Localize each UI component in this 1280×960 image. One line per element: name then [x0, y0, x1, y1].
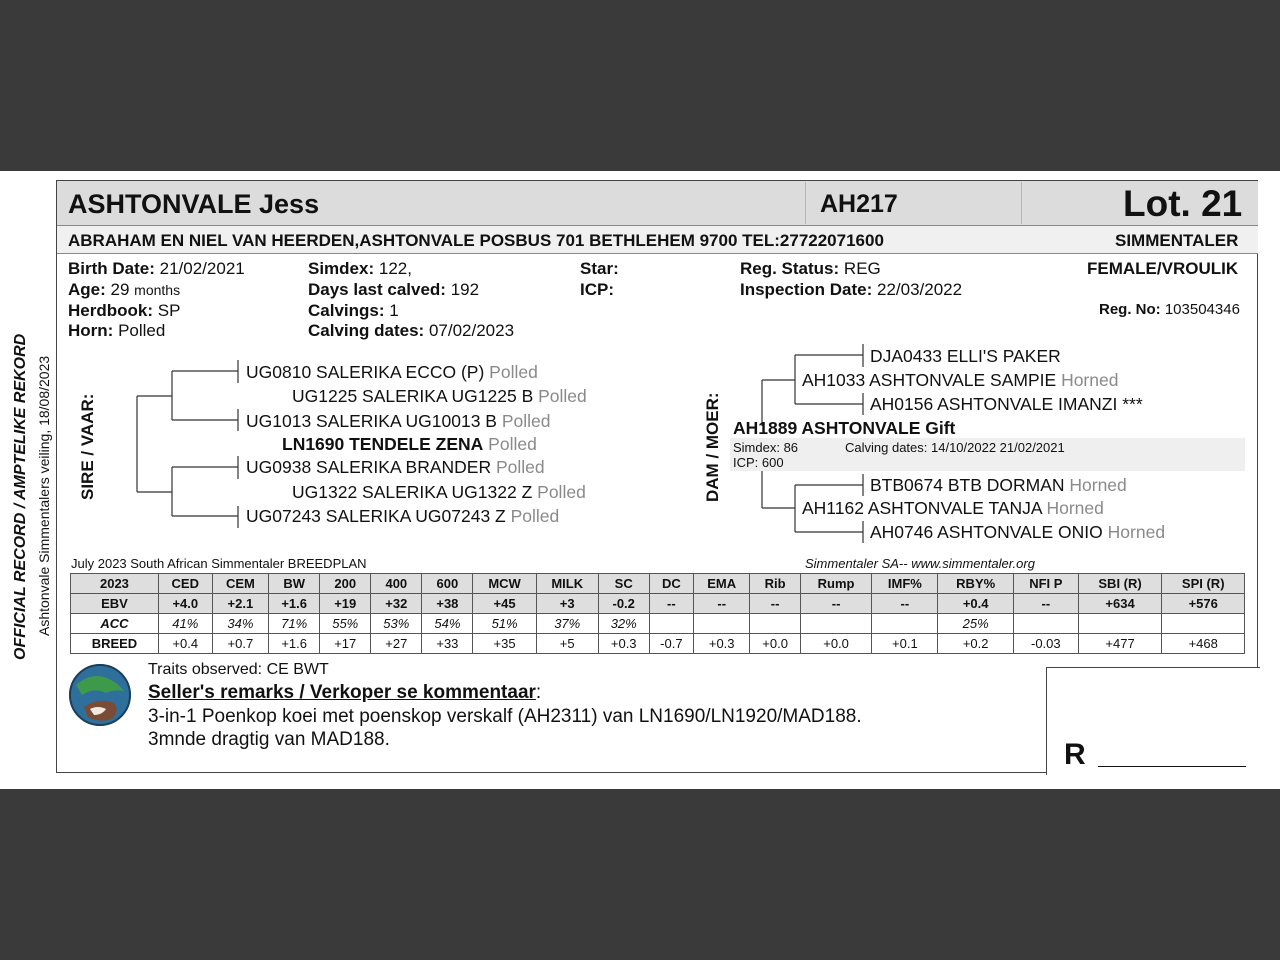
ebv-cell: -- — [872, 594, 938, 614]
ebv-cell: -- — [693, 594, 749, 614]
sire-sire-dam: UG1013 SALERIKA UG10013 B Polled — [246, 411, 551, 431]
globe-cow-logo — [68, 663, 132, 727]
ebv-cell: -0.03 — [1013, 634, 1078, 654]
ebv-cell: SPI (R) — [1162, 574, 1245, 594]
ebv-cell: +634 — [1078, 594, 1162, 614]
inspection-date: Inspection Date: 22/03/2022 — [740, 280, 963, 299]
dam: AH1889 ASHTONVALE Gift — [733, 418, 956, 438]
ebv-cell: +3 — [536, 594, 598, 614]
ebv-cell: +32 — [371, 594, 422, 614]
ebv-cell: 53% — [371, 614, 422, 634]
auction-label: Ashtonvale Simmentalers veiling, 18/08/2023 — [36, 355, 52, 636]
ebv-cell: +45 — [473, 594, 536, 614]
ebv-cell: +0.3 — [693, 634, 749, 654]
ebv-cell: CED — [158, 574, 212, 594]
traits-observed: Traits observed: CE BWT — [148, 661, 329, 678]
ebv-cell: +0.3 — [598, 634, 649, 654]
ebv-row — [71, 594, 1245, 614]
sire: LN1690 TENDELE ZENA Polled — [282, 434, 537, 454]
ebv-cell — [693, 614, 749, 634]
remarks-heading: Seller's remarks / Verkoper se kommentaar: — [148, 682, 542, 703]
breed-row — [71, 634, 1245, 654]
dam-calving-dates: Calving dates: 14/10/2022 21/02/2021 — [845, 440, 1065, 455]
ebv-cell: SBI (R) — [1078, 574, 1162, 594]
acc-row — [71, 614, 1245, 634]
ebv-cell: +576 — [1162, 594, 1245, 614]
ebv-cell: +17 — [320, 634, 371, 654]
ebv-cell: 55% — [320, 614, 371, 634]
ebv-cell: 54% — [422, 614, 473, 634]
ebv-cell: RBY% — [938, 574, 1014, 594]
calvings: Calvings: 1 — [308, 301, 399, 320]
dam-label: DAM / MOER: — [703, 392, 722, 502]
horn-status: Horn: Polled — [68, 321, 166, 340]
ebv-cell — [1078, 614, 1162, 634]
ebv-cell: EBV — [71, 594, 159, 614]
sire-dam-sire: UG0938 SALERIKA BRANDER Polled — [246, 457, 545, 477]
ebv-cell: +2.1 — [212, 594, 268, 614]
days-last-calved: Days last calved: 192 — [308, 280, 480, 299]
dam-dam-sire: BTB0674 BTB DORMAN Horned — [870, 475, 1127, 495]
herdbook: Herdbook: SP — [68, 301, 181, 320]
ebv-cell: +38 — [422, 594, 473, 614]
dam-simdex: Simdex: 86 — [733, 440, 799, 455]
ebv-cell: -- — [750, 594, 800, 614]
dam-dam: AH1162 ASHTONVALE TANJA Horned — [802, 498, 1104, 518]
ebv-cell: +35 — [473, 634, 536, 654]
sire-sire-sire: UG0810 SALERIKA ECCO (P) Polled — [246, 362, 538, 382]
simdex: Simdex: 122, — [308, 259, 412, 278]
ebv-cell: EMA — [693, 574, 749, 594]
ebv-cell: IMF% — [872, 574, 938, 594]
ebv-cell: Rump — [800, 574, 872, 594]
age: Age: 29 months — [68, 280, 181, 299]
animal-tag: AH217 — [820, 190, 898, 218]
reg-status: Reg. Status: REG — [740, 259, 881, 278]
ebv-cell: +468 — [1162, 634, 1245, 654]
ebv-cell: +0.0 — [800, 634, 872, 654]
ebv-cell: Rib — [750, 574, 800, 594]
ebv-cell: -- — [800, 594, 872, 614]
ebv-cell: 25% — [938, 614, 1014, 634]
reg-number: Reg. No: 103504346 — [1099, 301, 1240, 318]
ebv-cell: +33 — [422, 634, 473, 654]
star-label: Star: — [580, 259, 619, 278]
ebv-cell: 71% — [269, 614, 320, 634]
ebv-cell: CEM — [212, 574, 268, 594]
dam-sire: AH1033 ASHTONVALE SAMPIE Horned — [802, 370, 1119, 390]
ebv-cell — [872, 614, 938, 634]
ebv-cell: +0.4 — [938, 594, 1014, 614]
dam-dam-dam: AH0746 ASHTONVALE ONIO Horned — [870, 522, 1166, 542]
ebv-header-row — [71, 574, 1245, 594]
ebv-cell: +5 — [536, 634, 598, 654]
ebv-cell — [750, 614, 800, 634]
ebv-cell: 41% — [158, 614, 212, 634]
sire-dam-dam: UG07243 SALERIKA UG07243 Z Polled — [246, 506, 560, 526]
ebv-cell: +0.4 — [158, 634, 212, 654]
ebv-cell: +0.0 — [750, 634, 800, 654]
ebv-cell: +477 — [1078, 634, 1162, 654]
ebv-cell: 34% — [212, 614, 268, 634]
ebv-cell: 37% — [536, 614, 598, 634]
calving-dates: Calving dates: 07/02/2023 — [308, 321, 515, 340]
official-record-label: OFFICIAL RECORD / AMPTELIKE REKORD — [12, 333, 29, 660]
ebv-cell: +0.7 — [212, 634, 268, 654]
breedplan-caption: July 2023 South African Simmentaler BREEDPLAN — [71, 556, 367, 571]
animal-name: ASHTONVALE Jess — [68, 189, 320, 219]
ebv-cell: -- — [1013, 594, 1078, 614]
ebv-cell: BREED — [71, 634, 159, 654]
sex: FEMALE/VROULIK — [1087, 259, 1239, 278]
ebv-cell: 2023 — [71, 574, 159, 594]
sire-label: SIRE / VAAR: — [78, 393, 97, 500]
ebv-cell: -0.7 — [649, 634, 693, 654]
receipt-letter: R — [1064, 738, 1086, 771]
ebv-cell: 600 — [422, 574, 473, 594]
ebv-cell: NFI P — [1013, 574, 1078, 594]
breed-name: SIMMENTALER — [1115, 231, 1239, 250]
remarks-line-2: 3mnde dragtig van MAD188. — [148, 729, 390, 750]
owner-text: ABRAHAM EN NIEL VAN HEERDEN,ASHTONVALE POSBUS 701 BETHLEHEM 9700 TEL:27722071600 — [68, 231, 884, 250]
ebv-cell — [649, 614, 693, 634]
ebv-cell: DC — [649, 574, 693, 594]
ebv-cell: 51% — [473, 614, 536, 634]
ebv-cell: 32% — [598, 614, 649, 634]
ebv-cell: +1.6 — [269, 634, 320, 654]
dam-icp: ICP: 600 — [733, 455, 784, 470]
dam-sire-sire: DJA0433 ELLI'S PAKER — [870, 346, 1061, 366]
ebv-cell: ACC — [71, 614, 159, 634]
ebv-table — [70, 573, 1245, 654]
ebv-cell: +27 — [371, 634, 422, 654]
receipt-line[interactable] — [1098, 766, 1246, 767]
ebv-cell: +0.1 — [872, 634, 938, 654]
ebv-cell: +4.0 — [158, 594, 212, 614]
ebv-cell: +1.6 — [269, 594, 320, 614]
ebv-cell: SC — [598, 574, 649, 594]
sire-dam: UG1322 SALERIKA UG1322 Z Polled — [292, 482, 586, 502]
lot-number: Lot. 21 — [1123, 183, 1243, 224]
ebv-cell — [1013, 614, 1078, 634]
ebv-cell: +0.2 — [938, 634, 1014, 654]
ebv-cell — [800, 614, 872, 634]
ebv-cell: 200 — [320, 574, 371, 594]
ebv-cell: -0.2 — [598, 594, 649, 614]
icp-label: ICP: — [580, 280, 614, 299]
ebv-cell — [1162, 614, 1245, 634]
ebv-cell: BW — [269, 574, 320, 594]
dam-sire-dam: AH0156 ASHTONVALE IMANZI *** — [870, 394, 1143, 414]
ebv-cell: +19 — [320, 594, 371, 614]
sire-sire: UG1225 SALERIKA UG1225 B Polled — [292, 386, 587, 406]
breedplan-site: Simmentaler SA-- www.simmentaler.org — [805, 556, 1035, 571]
ebv-cell: MILK — [536, 574, 598, 594]
ebv-cell: -- — [649, 594, 693, 614]
ebv-cell: MCW — [473, 574, 536, 594]
ebv-cell: 400 — [371, 574, 422, 594]
remarks-line-1: 3-in-1 Poenkop koei met poenskop verskalf (AH2311) van LN1690/LN1920/MAD188. — [148, 706, 862, 727]
birth-date: Birth Date: 21/02/2021 — [68, 259, 245, 278]
